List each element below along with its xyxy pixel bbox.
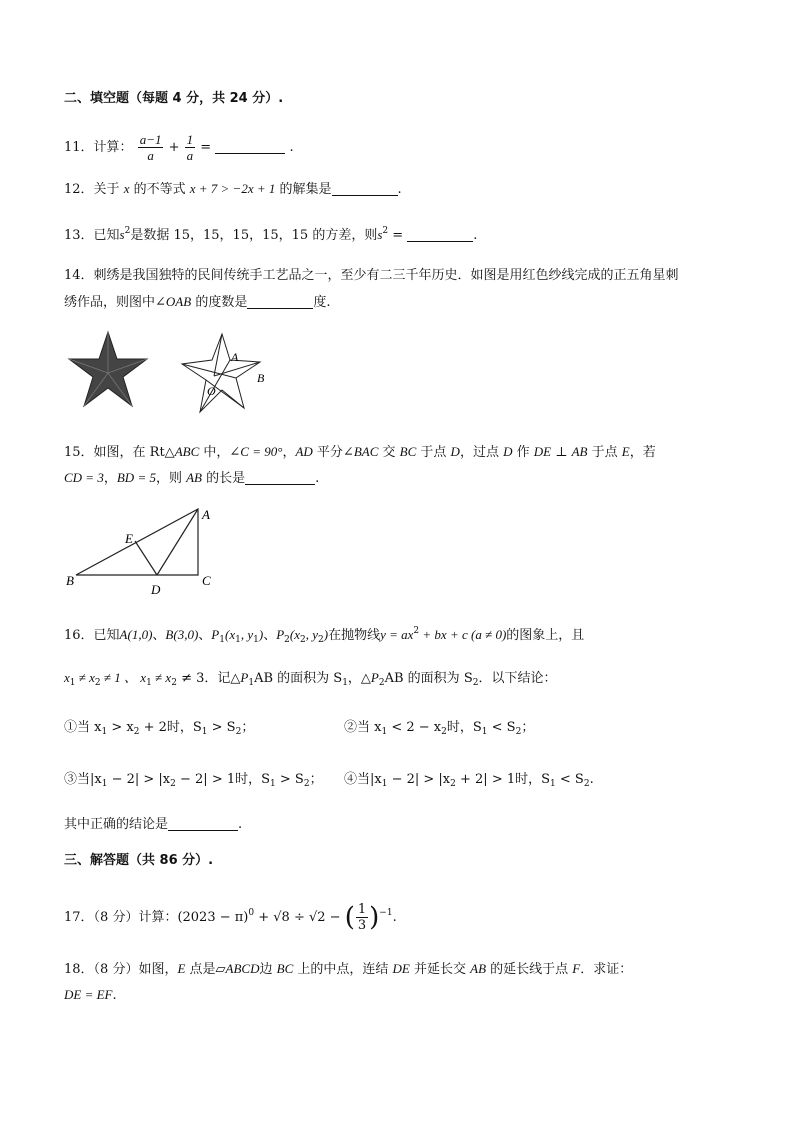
q14-answer-blank: [247, 294, 313, 309]
label-D: D: [151, 582, 161, 597]
q16-option-2: ②当 $x_1 < 2 - x_2$时，$S_1 < S_2$；: [344, 720, 535, 737]
label-B: B: [66, 573, 74, 588]
section-3-title: 三、解答题（共 86 分）.: [64, 853, 214, 868]
question-15-line-2: CD = 3，BD = 5，则 AB 的长是 .: [64, 470, 320, 486]
question-11: 11．计算： $\frac{a-1}{a}$ + $\frac{1}{a}$ = .: [64, 132, 294, 163]
label-A: A: [231, 350, 239, 364]
q16-answer-blank: [168, 816, 238, 831]
question-17: 17．（8 分）计算：$(2023 - \pi)^0 + √8 \div √2$ − ( $\frac{1}{3}$ )$^{-1}$.: [64, 902, 397, 933]
q12-answer-blank: [332, 181, 398, 196]
label-B: B: [257, 371, 264, 385]
label-A: A: [202, 507, 210, 522]
q11-fraction-1: $\frac{a-1}{a}$: [139, 132, 162, 163]
q17-fraction: $\frac{1}{3}$: [357, 902, 367, 933]
outline-star: [182, 334, 260, 412]
q16-option-1: ①当 $x_1 > x_2 + 2$时，$S_1 > S_2$；: [64, 720, 255, 737]
question-18-line-1: 18．（8 分）如图，E 点是▱ABCD边 BC 上的中点，连结 DE 并延长交 AB 的延长线于点 F．求证：: [64, 961, 633, 977]
q11-fraction-2: $\frac{1}{a}$: [186, 132, 194, 163]
question-16-line-2: $x_1 \ne x_2 \ne 1$ 、 $x_1 \ne x_2 \ne 3$．记$\triangle P_1AB$ 的面积为 $S_1$，$\triangle P_2AB$ 的面积为 $S_2$．以下结论：: [64, 670, 557, 688]
label-E: E: [125, 531, 133, 546]
q11-prefix: 11．计算：: [64, 140, 133, 155]
question-15-line-1: 15．如图，在 Rt△ABC 中，∠C = 90°，AD 平分∠BAC 交 BC 于点 D，过点 D 作 DE ⊥ AB 于点 E，若: [64, 444, 656, 460]
question-13: 13．已知$s^2$是数据 15，15，15，15，15 的方差，则$s^2$ = .: [64, 226, 478, 243]
q13-answer-blank: [407, 227, 473, 242]
question-16-answer-line: 其中正确的结论是 .: [64, 817, 243, 832]
section-2-title: 二、填空题（每题 4 分，共 24 分）.: [64, 91, 284, 106]
question-14-line-2: 绣作品，则图中∠OAB 的度数是 度.: [64, 294, 331, 310]
label-O: O: [207, 384, 216, 398]
label-C: C: [202, 573, 211, 588]
q15-answer-blank: [245, 470, 315, 485]
q16-option-4: ④当$|x_1 - 2| > |x_2 + 2| > 1$时，$S_1 < S_2$.: [344, 772, 594, 789]
q11-answer-blank: [215, 139, 285, 154]
question-16-line-1: 16．已知A(1,0)、B(3,0)、$P_1(x_1$, $y_1$)、$P_2(x_2$, $y_2$)在抛物线$y = ax^2$ + bx + c (a ≠ 0)的图象上，且: [64, 626, 585, 645]
q15-triangle-figure: [62, 503, 222, 599]
question-18-line-2: DE = EF.: [64, 987, 117, 1003]
question-14-line-1: 14．刺绣是我国独特的民间传统手工艺品之一，至少有二三千年历史．如图是用红色纱线完成的正五角星刺: [64, 268, 679, 283]
question-12: 12．关于 x 的不等式 x + 7 > −2x + 1 的解集是 .: [64, 181, 402, 197]
q14-star-figures: [64, 328, 264, 420]
q16-option-3: ③当$|x_1 - 2| > |x_2 - 2| > 1$时，$S_1 > S_2$；: [64, 772, 323, 789]
